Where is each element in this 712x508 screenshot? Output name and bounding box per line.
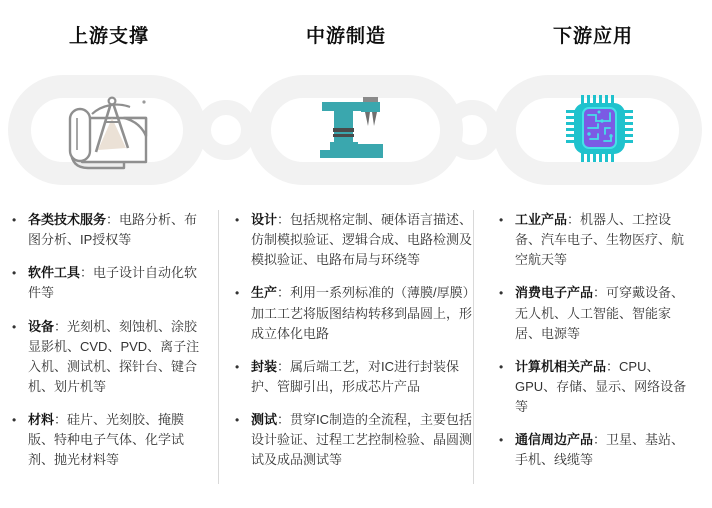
- item-desc: ：贯穿IC制造的全流程，主要包括设计验证、过程工艺控制检验、晶圆测试及成品测试等: [251, 412, 473, 468]
- list-item: [497, 430, 688, 470]
- list-item: [497, 357, 688, 417]
- item-text: [28, 410, 205, 470]
- item-term: 软件工具: [28, 265, 81, 281]
- list-item: [10, 263, 205, 303]
- item-text: [28, 210, 205, 250]
- bullet-icon: •: [499, 286, 504, 301]
- item-text: [251, 210, 473, 270]
- bullet-icon: •: [499, 213, 504, 227]
- item-text: [251, 283, 473, 343]
- item-text: [251, 357, 473, 397]
- item-desc: ：利用一系列标准的（薄膜/厚膜）加工工艺将版图结构转移到晶圆上，形成立体化电路: [251, 285, 473, 341]
- item-term: 设备: [28, 318, 55, 334]
- item-desc: ：属后端工艺，对IC进行封装保护、管脚引出，形成芯片产品: [251, 358, 460, 394]
- item-term: 封装: [251, 358, 278, 374]
- item-term: 工业产品: [515, 212, 568, 227]
- list-item: [233, 210, 473, 270]
- list-item: [497, 210, 688, 270]
- list-item: [497, 283, 688, 343]
- item-desc: ：机器人、工控设备、汽车电子、生物医疗、航空航天等: [515, 212, 685, 268]
- bullet-icon: •: [235, 359, 240, 374]
- list-item: [233, 283, 473, 343]
- item-text: [515, 430, 688, 470]
- item-desc: ：CPU、GPU、存储、显示、网络设备等: [515, 358, 687, 415]
- blueprint-compass-icon: [56, 88, 162, 178]
- bullet-icon: •: [12, 266, 17, 281]
- bullet-icon: •: [499, 359, 504, 374]
- list-item: [10, 410, 205, 470]
- item-term: 通信周边产品: [515, 432, 594, 448]
- list-item: [10, 210, 205, 250]
- item-desc: ：卫星、基站、手机、线缆等: [515, 432, 685, 468]
- item-desc: ：硅片、光刻胶、掩膜版、特种电子气体、化学试剂、抛光材料等: [28, 412, 185, 468]
- item-text: [515, 210, 688, 270]
- bullet-icon: •: [235, 413, 240, 428]
- midstream-list: [233, 210, 473, 471]
- item-text: [28, 317, 205, 398]
- downstream-column: [474, 210, 712, 484]
- downstream-list: [497, 210, 688, 471]
- midstream-column: [218, 210, 474, 484]
- bullet-icon: •: [12, 319, 17, 334]
- item-term: 材料: [28, 412, 55, 428]
- item-desc: ：电子设计自动化软件等: [28, 265, 198, 301]
- upstream-column: [0, 210, 218, 484]
- bullet-icon: •: [499, 433, 504, 448]
- bullet-icon: •: [235, 286, 240, 301]
- list-item: [233, 357, 473, 397]
- item-desc: ：包括规格定制、硬体语言描述、仿制模拟验证、逻辑合成、电路检测及模拟验证、电路布局与环绕等: [251, 212, 473, 268]
- chain-graphic: [0, 75, 712, 185]
- item-desc: ：可穿戴设备、无人机、人工智能、智能家居、电源等: [515, 285, 685, 341]
- bullet-icon: •: [12, 213, 17, 227]
- detail-lists: [0, 210, 712, 484]
- item-term: 计算机相关产品: [515, 358, 607, 374]
- item-desc: ：光刻机、刻蚀机、涂胶显影机、CVD、PVD、离子注入机、测试机、探针台、键合机、划片机等: [28, 318, 200, 394]
- column-title-downstream: 下游应用: [552, 26, 633, 47]
- header-row: [0, 24, 712, 50]
- item-text: [515, 357, 688, 417]
- item-term: 设计: [251, 212, 278, 227]
- item-term: 生产: [251, 285, 278, 301]
- item-term: 消费电子产品: [515, 285, 594, 301]
- bullet-icon: •: [12, 413, 17, 428]
- list-item: [233, 410, 473, 470]
- item-text: [515, 283, 688, 343]
- item-term: 各类技术服务: [28, 212, 107, 227]
- column-title-upstream: 上游支撑: [68, 26, 149, 47]
- bullet-icon: •: [235, 213, 240, 227]
- chain-ring: [196, 100, 256, 160]
- column-title-midstream: 中游制造: [305, 26, 386, 47]
- item-text: [28, 263, 205, 303]
- chip-icon: [566, 95, 633, 162]
- list-item: [10, 317, 205, 398]
- upstream-list: [10, 210, 205, 471]
- item-term: 测试: [251, 412, 278, 428]
- bonding-machine-icon: [319, 96, 389, 160]
- item-text: [251, 410, 473, 470]
- item-desc: ：电路分析、布图分析、IP授权等: [28, 212, 198, 248]
